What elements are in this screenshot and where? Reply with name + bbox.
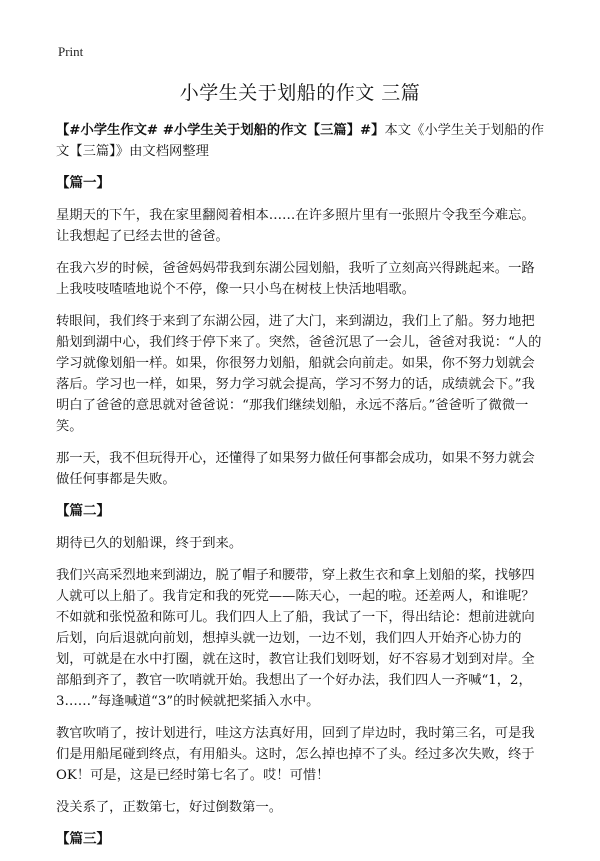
intro-tag-text: 【#小学生作文# #小学生关于划船的作文【三篇】#】	[56, 123, 385, 138]
section-heading-1: 【篇一】	[56, 175, 110, 191]
print-label: Print	[58, 44, 84, 59]
paragraph: 教官吹哨了，按计划进行，哇这方法真好用，回到了岸边时，我时第三名，可是我们是用船尾碰到终点，有用船头。这时，怎么掉也掉不了头。经过多次失败，终于OK！可是，这是已经时第七名了。哎！可惜！	[56, 726, 535, 783]
document-title: 小学生关于划船的作文 三篇	[179, 82, 421, 104]
paragraph: 没关系了，正数第七，好过倒数第一。	[56, 800, 283, 815]
paragraph: 在我六岁的时候，爸爸妈妈带我到东湖公园划船，我听了立刻高兴得跳起来。一路上我吱吱喳喳地说个不停，像一只小鸟在树枝上快活地唱歌。	[56, 261, 535, 297]
section-heading-2: 【篇二】	[56, 503, 110, 519]
paragraph: 期待已久的划船课，终于到来。	[56, 536, 243, 551]
paragraph: 转眼间，我们终于来到了东湖公园，进了大门，来到湖边，我们上了船。努力地把船划到湖中心，我们终于停下来了。突然，爸爸沉思了一会儿，爸爸对我说：“人的学习就像划船一样。如果，你很努力划船，船就会向前走。如果，你不努力划就会落后。学习也一样，如果，努力学习就会提高，学习不努力的话，成绩就会下。”我明白了爸爸的意思就对爸爸说：“那我们继续划船，永远不落后。”爸爸听了微微一笑。	[56, 314, 542, 434]
intro-body-text: 本文《小学生关于划船的作文【三篇】》由文档网整理	[56, 123, 544, 159]
paragraph: 那一天，我不但玩得开心，还懂得了如果努力做任何事都会成功，如果不努力就会做任何事都是失败。	[56, 451, 535, 487]
paragraph: 我们兴高采烈地来到湖边，脱了帽子和腰带，穿上救生衣和拿上划船的桨，找够四人就可以上船了。我肯定和我的死党——陈天心，一起的啦。还差两人，和谁呢？不如就和张悦盈和陈可儿。我们四人上了船，我试了一下，得出结论：想前进就向后划，向后退就向前划，想掉头就一边划，一边不划，我们四人开始齐心协力的划，可就是在水中打圈，就在这时，教官让我们划呀划，好不容易才划到对岸。全部船到齐了，教官一吹哨就开始。我想出了一个好办法，我们四人一齐喊“1，2，3……”每逢喊道“3”的时候就把桨插入水中。	[56, 568, 535, 709]
document-body	[56, 120, 546, 861]
section-heading-3: 【篇三】	[56, 831, 110, 847]
paragraph: 星期天的下午，我在家里翻阅着相本……在许多照片里有一张照片令我至今难忘。让我想起了已经去世的爸爸。	[56, 208, 535, 244]
intro-paragraph	[56, 120, 546, 162]
